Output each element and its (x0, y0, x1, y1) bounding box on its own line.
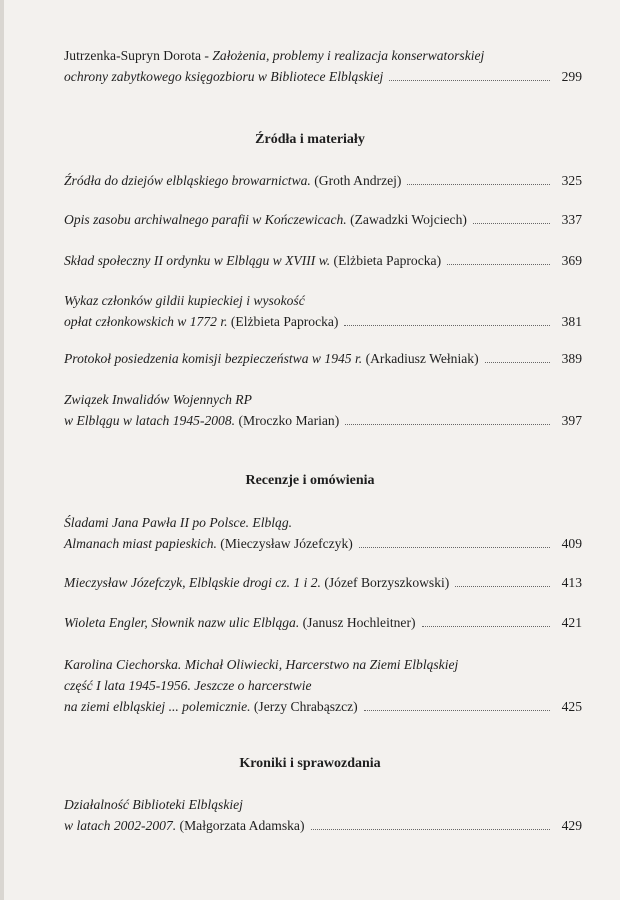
entry-title: ochrony zabytkowego księgozbioru w Bibliotece Elbląskiej (64, 69, 384, 84)
entry-line (64, 250, 582, 271)
entry-title: Wioleta Engler, Słownik nazw ulic Elbląga. (64, 615, 300, 630)
dot-leader (344, 325, 550, 326)
entry-title: w latach 2002-2007. (64, 818, 177, 833)
entry-title: Protokoł posiedzenia komisji bezpieczeństwa w 1945 r. (64, 351, 363, 366)
entry-line (64, 512, 582, 533)
entry-line (64, 389, 582, 410)
page-number: 429 (561, 818, 582, 833)
entry-title: Mieczysław Józefczyk, Elbląskie drogi cz. 1 i 2. (64, 575, 321, 590)
entry-title: Założenia, problemy i realizacja konserwatorskiej (212, 48, 485, 63)
entry-author: (Elżbieta Paprocka) (227, 314, 339, 329)
dot-leader (364, 710, 550, 711)
page-number: 421 (561, 615, 582, 630)
dot-leader (407, 184, 550, 185)
entry-author: (Mieczysław Józefczyk) (216, 536, 353, 551)
entry-line (64, 612, 582, 633)
page-number: 299 (561, 69, 582, 84)
page-number: 337 (561, 212, 582, 227)
page-number: 325 (561, 173, 582, 188)
dot-leader (485, 362, 550, 363)
toc-entry (64, 512, 582, 554)
entry-line (64, 815, 582, 836)
entry-title: Wykaz członków gildii kupieckiej i wysokość (64, 293, 305, 308)
entry-author: (Józef Borzyszkowski) (320, 575, 450, 590)
dot-leader (311, 829, 551, 830)
entry-author: (Arkadiusz Wełniak) (362, 351, 479, 366)
toc-entry (64, 45, 582, 87)
page-number: 413 (561, 575, 582, 590)
entry-title: na ziemi elbląskiej ... polemicznie. (64, 699, 251, 714)
entry-line (64, 654, 582, 675)
entry-title: Śladami Jana Pawła II po Polsce. Elbląg. (64, 515, 293, 530)
toc-entry (64, 389, 582, 431)
dot-leader (473, 223, 550, 224)
entry-line (64, 290, 582, 311)
entry-title: Opis zasobu archiwalnego parafii w Kończewicach. (64, 212, 347, 227)
entry-line (64, 410, 582, 431)
entry-line (64, 533, 582, 554)
dot-leader (447, 264, 550, 265)
page-number: 425 (561, 699, 582, 714)
toc-entry (64, 794, 582, 836)
section-heading: Kroniki i sprawozdania (239, 756, 381, 771)
dot-leader (422, 626, 550, 627)
entry-title: część I lata 1945-1956. Jeszcze o harcerstwie (64, 678, 312, 693)
entry-line (64, 66, 582, 87)
entry-line (64, 696, 582, 717)
toc-entry (64, 572, 582, 593)
page-number: 389 (561, 351, 582, 366)
section-heading: Recenzje i omówienia (245, 473, 375, 488)
page-number: 381 (561, 314, 582, 329)
entry-line (64, 572, 582, 593)
entry-line (64, 45, 582, 66)
entry-title: Działalność Biblioteki Elbląskiej (64, 797, 243, 812)
entry-author: (Groth Andrzej) (310, 173, 402, 188)
entry-line (64, 209, 582, 230)
entry-author: Jutrzenka-Supryn Dorota - (64, 48, 213, 63)
toc-entry (64, 348, 582, 369)
entry-title: w Elblągu w latach 1945-2008. (64, 413, 236, 428)
page-number: 409 (561, 536, 582, 551)
section-heading: Źródła i materiały (255, 132, 365, 147)
toc-entry (64, 290, 582, 332)
entry-author: (Jerzy Chrabąszcz) (250, 699, 358, 714)
entry-title: Skład społeczny II ordynku w Elblągu w XVIII w. (64, 253, 331, 268)
dot-leader (455, 586, 550, 587)
entry-title: Związek Inwalidów Wojennych RP (64, 392, 252, 407)
page-number: 369 (561, 253, 582, 268)
toc-entry (64, 612, 582, 633)
entry-author: (Mroczko Marian) (235, 413, 340, 428)
entry-line (64, 348, 582, 369)
entry-author: (Elżbieta Paprocka) (330, 253, 442, 268)
dot-leader (389, 80, 550, 81)
page-number: 397 (561, 413, 582, 428)
entry-author: (Zawadzki Wojciech) (346, 212, 467, 227)
entry-title: Almanach miast papieskich. (64, 536, 217, 551)
toc-entry (64, 654, 582, 717)
toc-entry (64, 209, 582, 230)
entry-line (64, 794, 582, 815)
dot-leader (345, 424, 550, 425)
toc-entry (64, 250, 582, 271)
entry-line (64, 170, 582, 191)
dot-leader (359, 547, 550, 548)
entry-line (64, 675, 582, 696)
entry-author: (Janusz Hochleitner) (299, 615, 416, 630)
entry-title: Źródła do dziejów elbląskiego browarnictwa. (64, 173, 311, 188)
entry-title: opłat członkowskich w 1772 r. (64, 314, 228, 329)
toc-entry (64, 170, 582, 191)
entry-line (64, 311, 582, 332)
entry-author: (Małgorzata Adamska) (176, 818, 305, 833)
entry-title: Karolina Ciechorska. Michał Oliwiecki, Harcerstwo na Ziemi Elbląskiej (64, 657, 459, 672)
